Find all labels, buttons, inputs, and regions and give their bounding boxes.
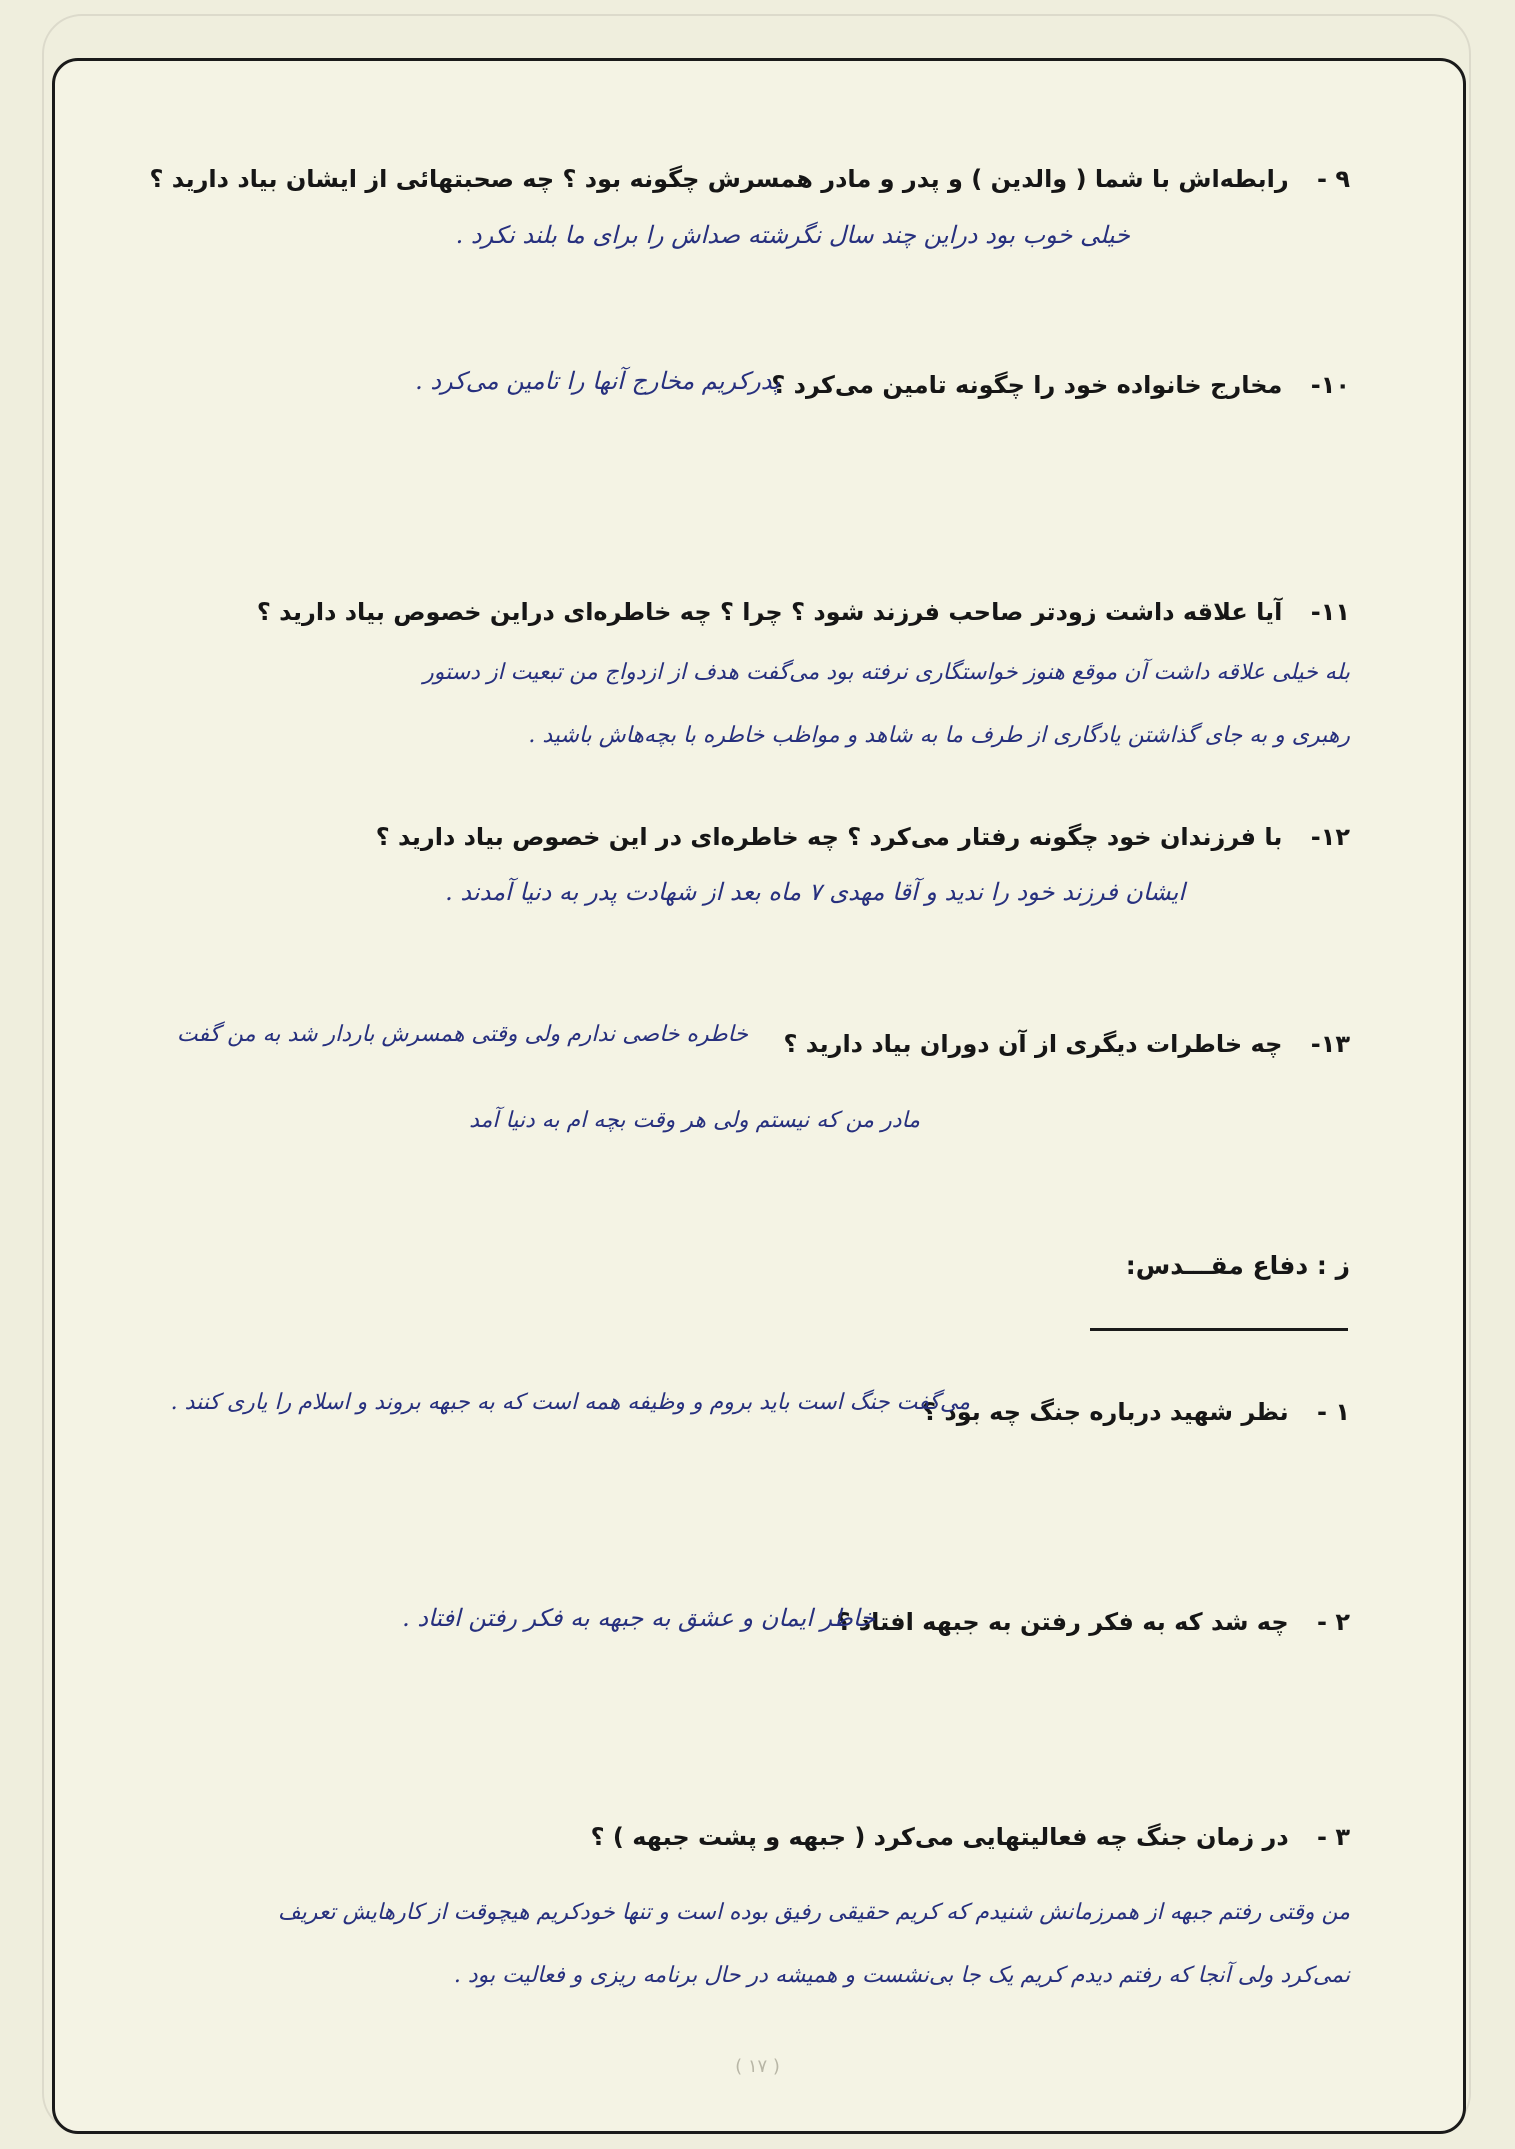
section-question-2 (836, 1608, 1350, 1636)
question-number: ١٢- (1310, 823, 1350, 851)
answer-9-line-1: خیلی خوب بود دراین چند سال نگرشته صداش را برای ما بلند نکرد . (455, 221, 1130, 249)
answer-s2-line-1: خاطر ایمان و عشق به جبهه به فکر رفتن افتاد . (402, 1604, 875, 1632)
question-text: نظر شهید درباره جنگ چه بود ؟ (922, 1398, 1289, 1426)
question-number: ١١- (1310, 598, 1350, 626)
question-9 (149, 165, 1350, 193)
answer-s3-line-2: نمی‌کرد ولی آنجا که رفتم دیدم کریم یک جا بی‌نشست و همیشه در حال برنامه ریزی و فعالیت بود . (453, 1963, 1350, 1988)
section-heading: ز : دفاع مقـــدس: (1125, 1251, 1350, 1280)
question-text: آیا علاقه داشت زودتر صاحب فرزند شود ؟ چرا ؟ چه خاطره‌ای دراین خصوص بیاد دارید ؟ (256, 598, 1283, 626)
section-underline (1090, 1328, 1348, 1331)
question-number: ٩ - (1317, 165, 1350, 193)
section-question-3 (591, 1823, 1350, 1851)
answer-13-line-1: خاطره خاصی ندارم ولی وقتی همسرش باردار شد به من گفت (176, 1022, 748, 1047)
question-number: ١٣- (1310, 1030, 1350, 1058)
question-text: در زمان جنگ چه فعالیتهایی می‌کرد ( جبهه و پشت جبهه ) ؟ (590, 1823, 1289, 1851)
question-number: ٢ - (1317, 1608, 1350, 1636)
question-10 (771, 371, 1350, 399)
questionnaire-page (52, 58, 1460, 2128)
question-text: با فرزندان خود چگونه رفتار می‌کرد ؟ چه خاطره‌ای در این خصوص بیاد دارید ؟ (375, 823, 1283, 851)
answer-12-line-1: ایشان فرزند خود را ندید و آقا مهدی ٧ ماه بعد از شهادت پدر به دنیا آمدند . (445, 878, 1185, 906)
page-number: ( ١٧ ) (735, 2056, 780, 2077)
question-text: مخارج خانواده خود را چگونه تامین می‌کرد ؟ (771, 371, 1283, 399)
answer-s3-line-1: من وقتی رفتم جبهه از همرزمانش شنیدم که کریم حقیقی رفیق بوده است و تنها خودکریم هیچوقت از کارهایش تعریف (277, 1900, 1350, 1925)
answer-10-line-1: پدرکریم مخارج آنها را تامین می‌کرد . (415, 367, 780, 395)
question-11 (257, 598, 1350, 626)
question-12 (376, 823, 1350, 851)
question-number: ١ - (1317, 1398, 1350, 1426)
answer-11-line-2: رهبری و به جای گذاشتن یادگاری از طرف ما به شاهد و مواظب خاطره با بچه‌هاش باشید . (528, 723, 1350, 748)
question-number: ٣ - (1317, 1823, 1350, 1851)
question-number: ١٠- (1310, 371, 1350, 399)
section-question-1 (922, 1398, 1350, 1426)
question-text: رابطه‌اش با شما ( والدین ) و پدر و مادر همسرش چگونه بود ؟ چه صحبتهائی از ایشان بیاد دارید ؟ (149, 165, 1289, 193)
question-13 (783, 1030, 1350, 1058)
question-text: چه خاطرات دیگری از آن دوران بیاد دارید ؟ (783, 1030, 1283, 1058)
question-text: چه شد که به فکر رفتن به جبهه افتاد ؟ (836, 1608, 1289, 1636)
answer-13-line-2: مادر من که نیستم ولی هر وقت بچه ام به دنیا آمد (469, 1108, 920, 1133)
answer-11-line-1: بله خیلی علاقه داشت آن موقع هنوز خواستگاری نرفته بود می‌گفت هدف از ازدواج من تبعیت از دستور (423, 660, 1350, 685)
answer-s1-line-1: می‌گفت جنگ است باید بروم و وظیفه همه است که به جبهه بروند و اسلام را یاری کنند . (170, 1390, 970, 1415)
